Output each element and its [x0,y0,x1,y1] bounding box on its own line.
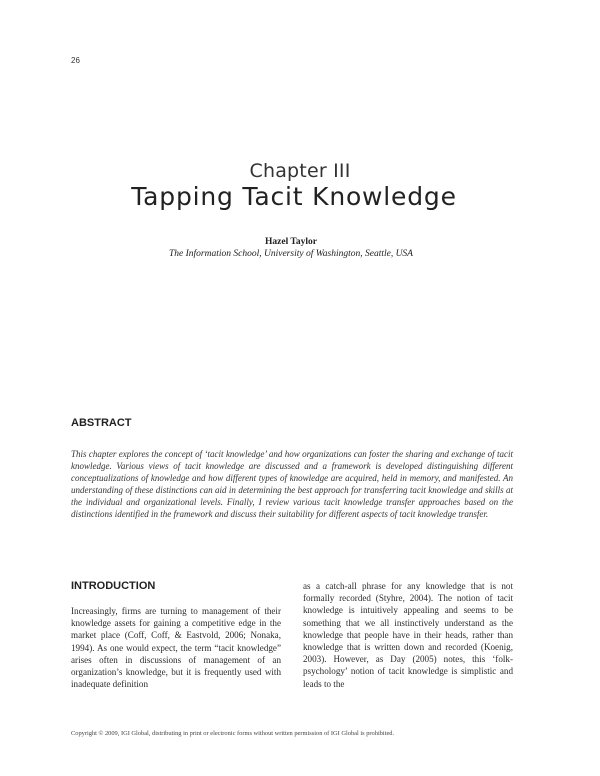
abstract-text: This chapter explores the concept of ‘tacit knowledge’ and how organizations can foster the sharing and exchange of tacit knowledge. Various views of tacit knowledge are discussed and a framework is developed distinguishing different conceptualizations of knowledge and how different types of knowledge are acquired, held in memory, and manifested. An understanding of these distinctions can aid in determining the best approach for transferring tacit knowledge and skills at the individual and organizational levels. Finally, I review various tacit knowledge transfer approaches based on the distinctions identified in the framework and discuss their suitability for different aspects of tacit knowledge transfer. [71,449,513,520]
chapter-title: Tapping Tacit Knowledge [131,182,457,211]
introduction-column-left: Increasingly, firms are turning to management of their knowledge assets for gaining a competitive edge in the market place (Coff, Coff, & Eastvold, 2006; Nonaka, 1994). As one would expect, the term “tacit knowledge” arises often in discussions of management of an organization’s knowledge, but it is frequently used with inadequate definition [71,606,281,690]
copyright-notice: Copyright © 2009, IGI Global, distributing in print or electronic forms without written permission of IGI Global is prohibited. [71,730,395,737]
chapter-label: Chapter III [249,160,351,182]
author-name: Hazel Taylor [265,237,317,247]
introduction-heading: INTRODUCTION [71,580,156,592]
page-number: 26 [71,56,80,65]
author-affiliation: The Information School, University of Washington, Seattle, USA [169,249,413,259]
abstract-heading: ABSTRACT [71,417,132,429]
introduction-column-right: as a catch-all phrase for any knowledge that is not formally recorded (Styhre, 2004). The notion of tacit knowledge is intuitively appealing and seems to be something that we all instinctively understand as the knowledge that people have in their heads, rather than knowledge that is written down and recorded (Koenig, 2003). However, as Day (2005) notes, this ‘folk-psychology’ notion of tacit knowledge is simplistic and leads to the [303,581,513,689]
